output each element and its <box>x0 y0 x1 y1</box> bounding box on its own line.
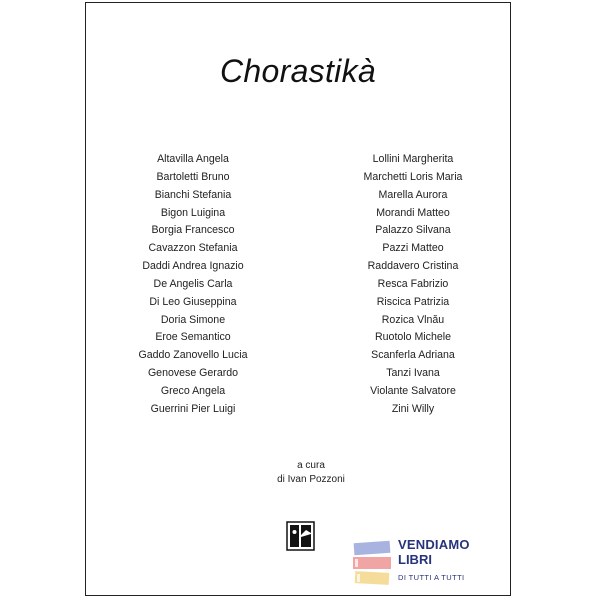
shop-watermark <box>352 537 472 592</box>
curator-line: a cura <box>297 460 325 471</box>
publisher-logo-icon <box>286 521 315 551</box>
author-name: Palazzo Silvana <box>375 224 451 237</box>
author-name: De Angelis Carla <box>153 277 233 290</box>
book-title: Chorastikà <box>220 53 376 89</box>
author-name: Borgia Francesco <box>151 224 235 237</box>
authors-left-column <box>118 151 268 419</box>
author-name: Di Leo Giuseppina <box>149 295 237 308</box>
curator-name: di Ivan Pozzoni <box>277 474 345 485</box>
author-name: Gaddo Zanovello Lucia <box>138 349 248 362</box>
author-name: Bigon Luigina <box>160 206 226 219</box>
author-name: Zini Willy <box>391 402 435 415</box>
author-name: Greco Angela <box>160 384 226 397</box>
author-name: Bianchi Stefania <box>154 188 232 201</box>
author-name: Ruotolo Michele <box>375 331 451 344</box>
author-name: Eroe Semantico <box>155 331 231 344</box>
author-name: Rozica Vlnău <box>381 313 445 326</box>
author-name: Cavazzon Stefania <box>148 242 238 255</box>
author-name: Marchetti Loris Maria <box>363 170 463 183</box>
author-name: Guerrini Pier Luigi <box>150 402 236 415</box>
author-name: Pazzi Matteo <box>382 242 444 255</box>
authors-right-column <box>338 151 488 419</box>
author-name: Altavilla Angela <box>157 153 229 165</box>
author-name: Daddi Andrea Ignazio <box>142 260 244 273</box>
author-name: Scanferla Adriana <box>371 349 455 362</box>
shop-tagline: DI TUTTI A TUTTI <box>398 573 465 582</box>
author-name: Marella Aurora <box>378 188 448 201</box>
author-name: Lollini Margherita <box>372 153 454 165</box>
shop-text <box>398 537 470 582</box>
books-stack-icon <box>352 540 392 588</box>
author-name: Violante Salvatore <box>370 384 456 397</box>
shop-line-1: VENDIAMO <box>398 537 470 552</box>
author-name: Doria Simone <box>160 313 226 326</box>
author-name: Riscica Patrizia <box>376 295 450 308</box>
author-name: Raddavero Cristina <box>367 260 459 273</box>
author-name: Morandi Matteo <box>376 206 450 219</box>
author-name: Resca Fabrizio <box>377 277 449 290</box>
shop-line-2: LIBRI <box>398 552 432 567</box>
book-cover <box>85 2 511 596</box>
author-name: Genovese Gerardo <box>147 367 239 380</box>
author-name: Bartoletti Bruno <box>156 170 230 183</box>
author-name: Tanzi Ivana <box>386 367 440 380</box>
curator-block <box>251 459 371 487</box>
